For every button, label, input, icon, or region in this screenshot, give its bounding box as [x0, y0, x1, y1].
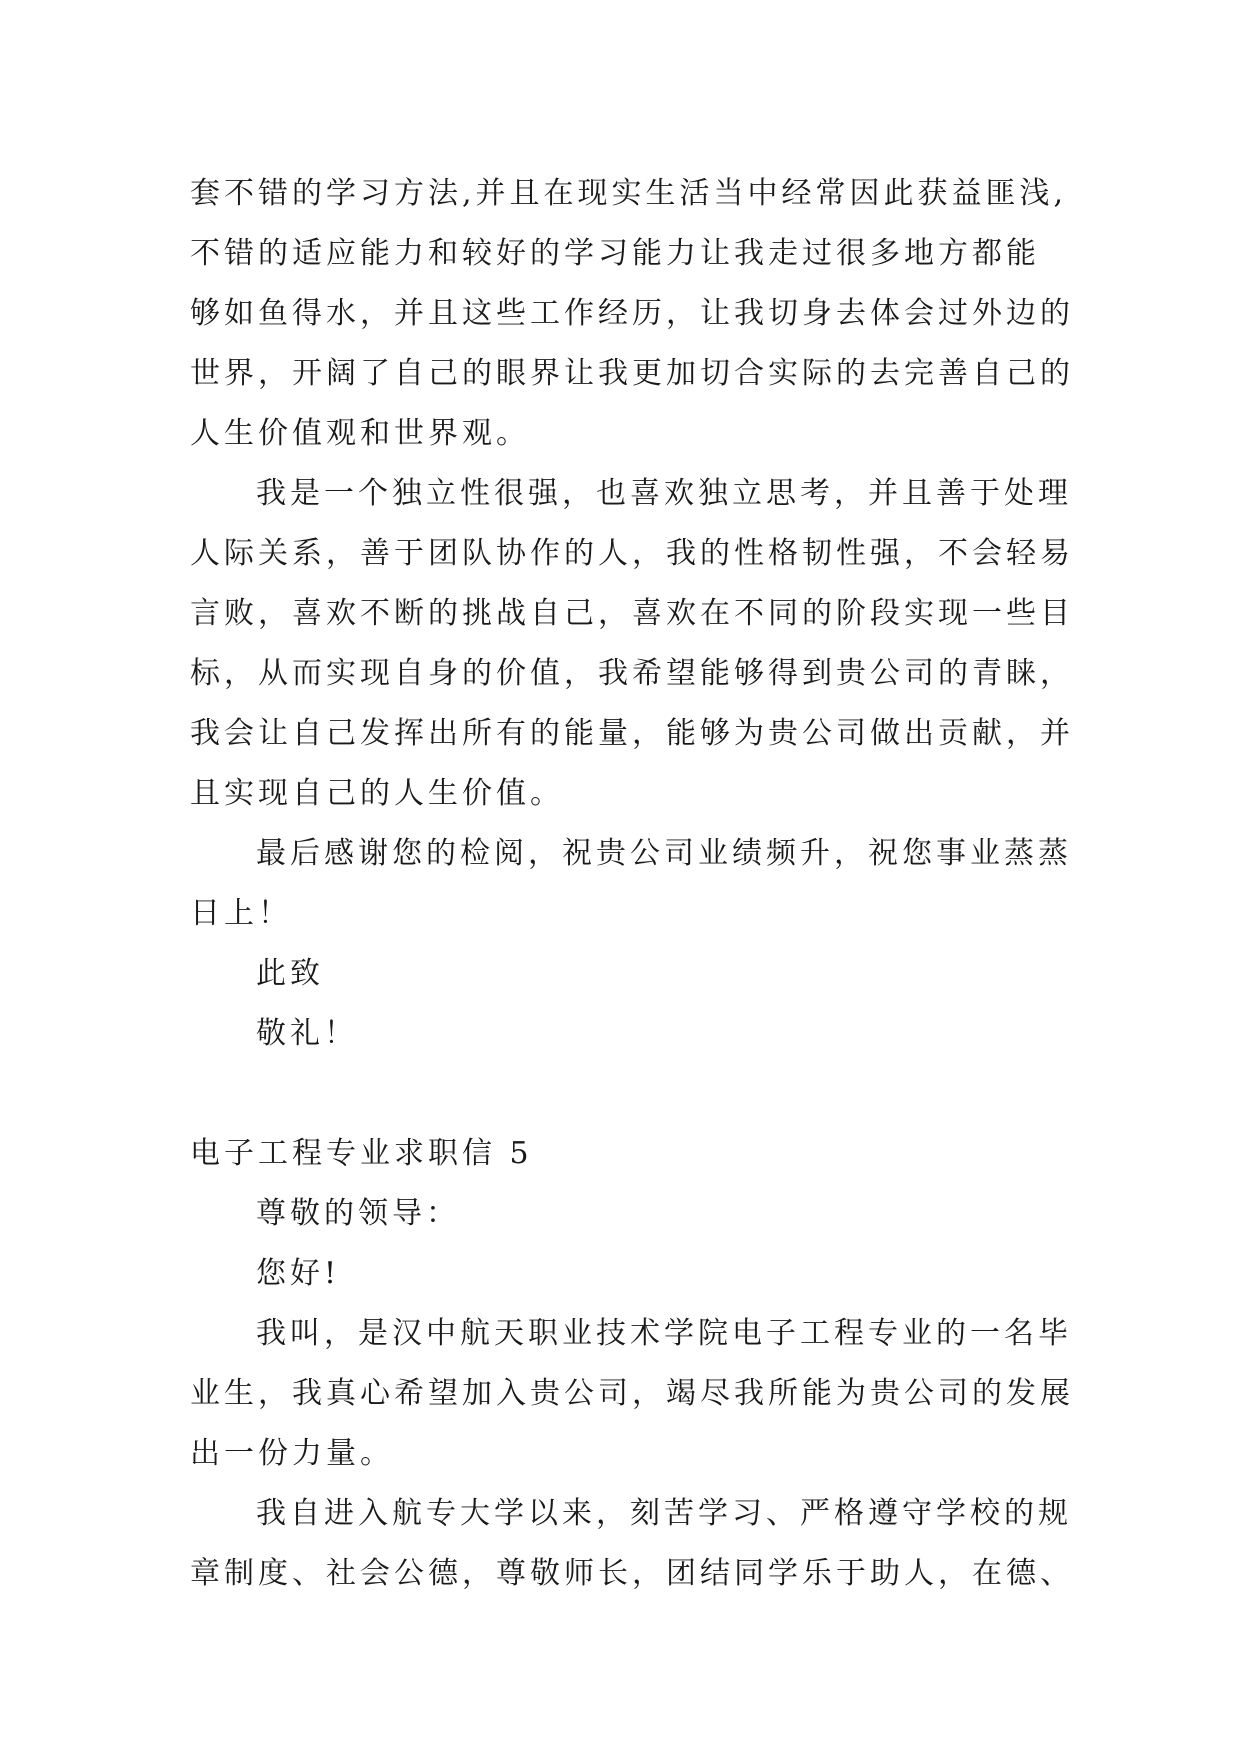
text-line: 人际关系，善于团队协作的人，我的性格韧性强，不会轻易: [190, 536, 1074, 571]
closing-line: 此致: [256, 956, 324, 991]
text-line: 章制度、社会公德，尊敬师长，团结同学乐于助人，在德、: [190, 1556, 1074, 1591]
text-line: 够如鱼得水，并且这些工作经历，让我切身去体会过外边的: [190, 296, 1074, 331]
document-body: [190, 164, 1090, 1604]
letter-heading: 电子工程专业求职信 5: [190, 1136, 533, 1171]
text-line: 不错的适应能力和较好的学习能力让我走过很多地方都能: [190, 236, 1040, 271]
text-line: 世界，开阔了自己的眼界让我更加切合实际的去完善自己的: [190, 356, 1074, 391]
salutation: 尊敬的领导：: [256, 1196, 460, 1231]
text-line: 标，从而实现自身的价值，我希望能够得到贵公司的青睐，: [190, 656, 1074, 691]
text-line: 言败，喜欢不断的挑战自己，喜欢在不同的阶段实现一些目: [190, 596, 1074, 631]
text-line: 我自进入航专大学以来，刻苦学习、严格遵守学校的规: [256, 1496, 1072, 1531]
text-line: 最后感谢您的检阅，祝贵公司业绩频升，祝您事业蒸蒸: [256, 836, 1072, 871]
text-line: 套不错的学习方法,并且在现实生活当中经常因此获益匪浅,: [190, 176, 1068, 211]
text-line: 出一份力量。: [190, 1436, 394, 1471]
paragraph-continued: [190, 164, 1090, 464]
paragraph-personality: [190, 464, 1090, 824]
text-line: 我会让自己发挥出所有的能量，能够为贵公司做出贡献，并: [190, 716, 1074, 751]
paragraph-intro: [190, 1304, 1090, 1484]
greeting: 您好!: [256, 1256, 341, 1291]
paragraph-study: [190, 1484, 1090, 1604]
closing-salute: 敬礼！: [256, 1016, 358, 1051]
paragraph-thanks: [190, 824, 1090, 944]
text-line: 业生，我真心希望加入贵公司，竭尽我所能为贵公司的发展: [190, 1376, 1074, 1411]
blank-gap: [190, 1064, 1090, 1124]
text-line: 且实现自己的人生价值。: [190, 776, 564, 811]
text-line: 日上！: [190, 896, 292, 931]
text-line: 我叫，是汉中航天职业技术学院电子工程专业的一名毕: [256, 1316, 1072, 1351]
text-line: 人生价值观和世界观。: [190, 416, 530, 451]
text-line: 我是一个独立性很强，也喜欢独立思考，并且善于处理: [256, 476, 1072, 511]
